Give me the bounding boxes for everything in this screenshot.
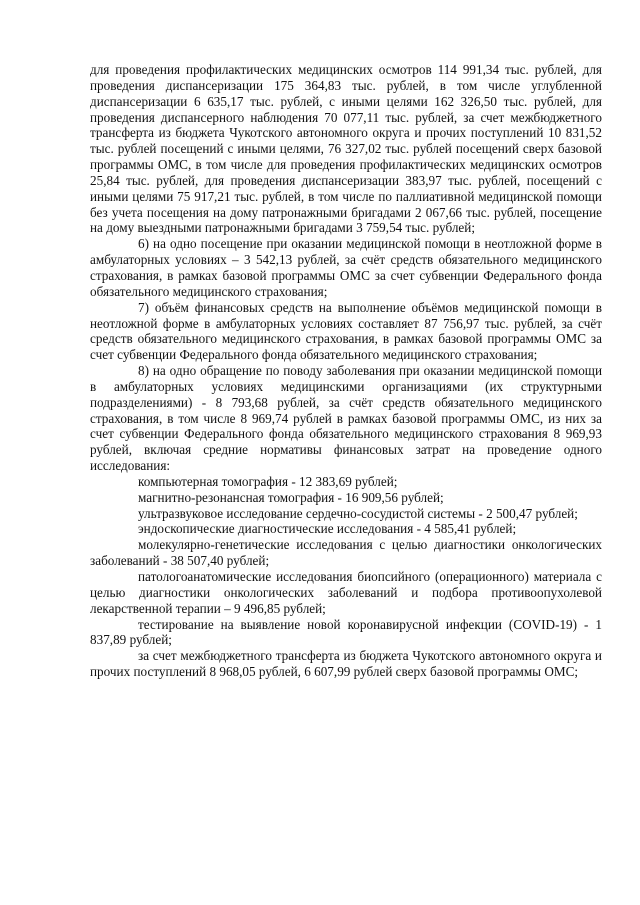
document-page <box>90 62 602 680</box>
paragraph-item-6: 6) на одно посещение при оказании медицинской помощи в неотложной форме в амбулаторных условиях – 3 542,13 рублей, за счёт средств обязательного медицинского страхования, в рамках базовой программы ОМС за счет субвенции Федерального фонда обязательного медицинского страхования; <box>90 236 602 299</box>
list-item-covid-test: тестирование на выявление новой коронавирусной инфекции (COVID-19) - 1 837,89 рублей; <box>90 616 602 648</box>
list-item-ct: компьютерная томография - 12 383,69 рублей; <box>138 473 398 489</box>
list-item-endoscopy: эндоскопические диагностические исследования - 4 585,41 рублей; <box>138 521 517 537</box>
paragraph-item-7: 7) объём финансовых средств на выполнение объёмов медицинской помощи в неотложной форме в амбулаторных условиях составляет 87 756,97 тыс. рублей, за счёт средств обязательного медицинского страхования, в рамках базовой программы ОМС за счет субвенции Федерального фонда обязательного медицинского страхования; <box>90 299 602 363</box>
list-item-mri: магнитно-резонансная томография - 16 909,56 рублей; <box>138 489 444 505</box>
list-item-molecular-genetic: молекулярно-генетические исследования с целью диагностики онкологических заболеваний - 38 507,40 рублей; <box>90 537 602 569</box>
list-item-ultrasound: ультразвуковое исследование сердечно-сосудистой системы - 2 500,47 рублей; <box>138 505 578 521</box>
paragraph-item-8: 8) на одно обращение по поводу заболевания при оказании медицинской помощи в амбулаторных условиях медицинскими организациями (их структурными подразделениями) - 8 793,68 рублей, за счёт средств обязательного медицинского страхования, в том числе 8 969,74 рублей в рамках базовой программы ОМС, из них за счет субвенции Федерального фонда обязательного медицинского страхования 8 969,93 рублей, включая средние нормативы финансовых затрат на проведение одного исследования: <box>90 363 602 474</box>
paragraph-interbudget-transfer: за счет межбюджетного трансферта из бюджета Чукотского автономного округа и прочих поступлений 8 968,05 рублей, 6 607,99 рублей сверх базовой программы ОМС; <box>90 648 602 680</box>
paragraph-preventive-visits: для проведения профилактических медицинских осмотров 114 991,34 тыс. рублей, для проведения диспансеризации 175 364,83 тыс. рублей, в том числе углубленной диспансеризации 6 635,17 тыс. рублей, с иными целями 162 326,50 тыс. рублей, для проведения диспансерного наблюдения 70 077,11 тыс. рублей, за счет межбюджетного трансферта из бюджета Чукотского автономного округа и прочих поступлений 10 831,52 тыс. рублей посещений с иными целями, 76 327,02 тыс. рублей посещений сверх базовой программы ОМС, в том числе для проведения профилактических медицинских осмотров 25,84 тыс. рублей, для проведения диспансеризации 383,97 тыс. рублей, посещений с иными целями 75 917,21 тыс. рублей, в том числе по паллиативной медицинской помощи без учета посещения на дому патронажными бригадами 2 067,66 тыс. рублей, посещение на дому выездными патронажными бригадами 3 759,54 тыс. рублей; <box>90 62 602 236</box>
list-item-pathology: патологоанатомические исследования биопсийного (операционного) материала с целью диагностики онкологических заболеваний и подбора противоопухолевой лекарственной терапии – 9 496,85 рублей; <box>90 569 602 616</box>
